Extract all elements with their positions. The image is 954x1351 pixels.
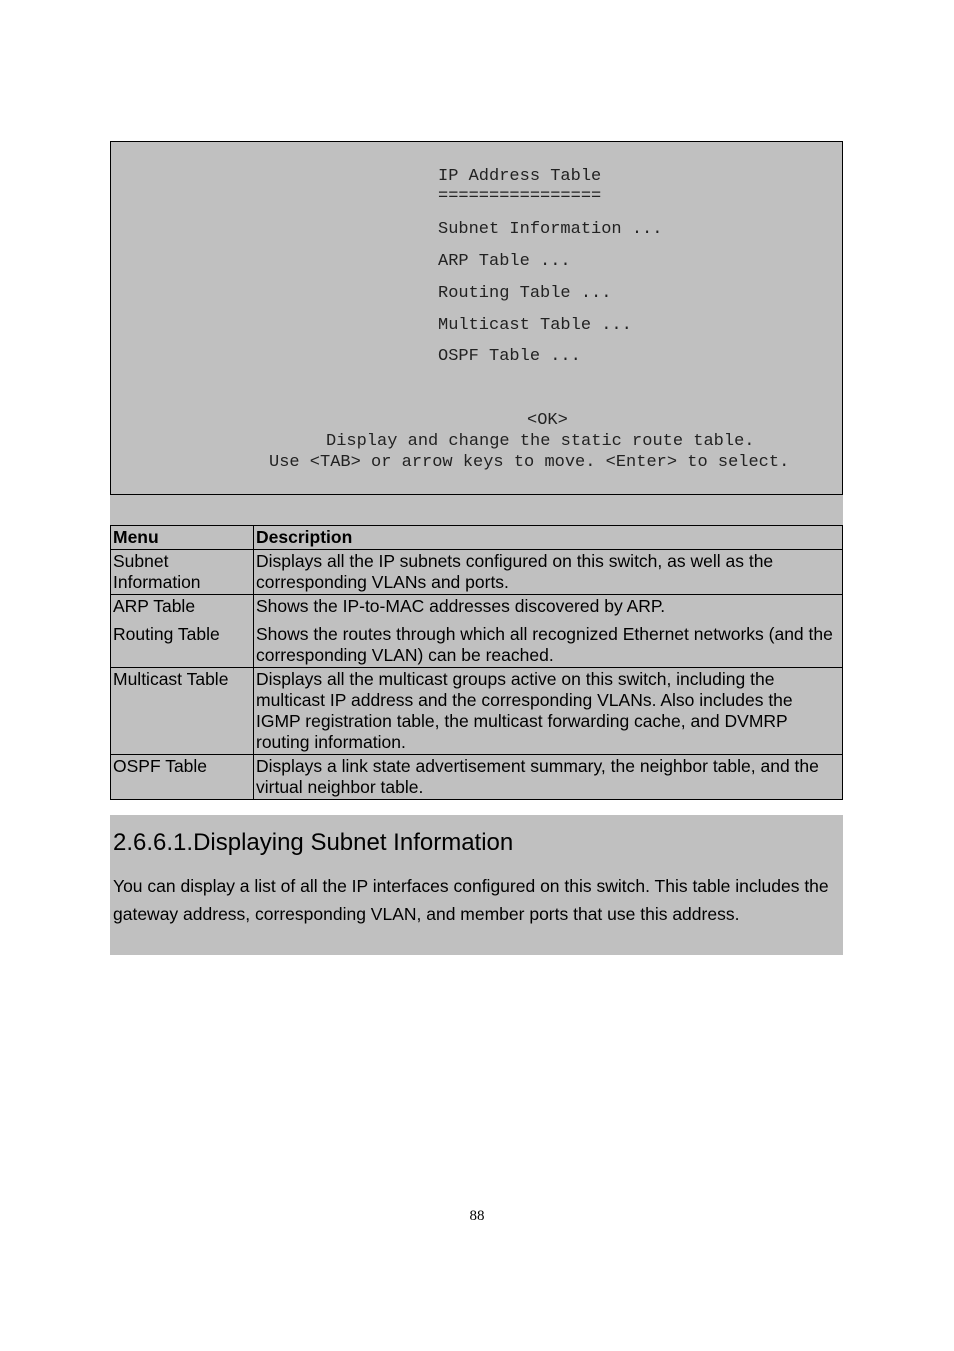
table-row <box>111 550 843 595</box>
description-cell: Displays all the multicast groups active on this switch, including the multicast IP address and the corresponding VLANs. Also includes the IGMP registration table, the multicast forwarding cache, and DVMRP routing information. <box>254 668 843 755</box>
table-row <box>111 668 843 755</box>
column-header-description: Description <box>254 526 843 550</box>
column-header-menu: Menu <box>111 526 254 550</box>
help-text-description: Display and change the static route table. <box>326 432 755 451</box>
menu-cell: Routing Table <box>111 618 254 668</box>
terminal-title: IP Address Table <box>438 167 602 186</box>
menu-description-table <box>110 525 843 800</box>
ok-button[interactable]: <OK> <box>527 411 568 430</box>
menu-cell: Multicast Table <box>111 668 254 755</box>
table-row <box>111 755 843 800</box>
description-cell: Displays all the IP subnets configured on this switch, as well as the corresponding VLANs and ports. <box>254 550 843 595</box>
table-row <box>111 595 843 619</box>
menu-cell: Subnet Information <box>111 550 254 595</box>
page-number: 88 <box>469 1208 485 1224</box>
table-header-row <box>111 526 843 550</box>
help-text-navigation: Use <TAB> or arrow keys to move. <Enter> to select. <box>269 453 790 472</box>
description-cell: Displays a link state advertisement summary, the neighbor table, and the virtual neighbor table. <box>254 755 843 800</box>
menu-item-multicast-table[interactable]: Multicast Table ... <box>438 316 632 335</box>
terminal-screen <box>110 141 843 495</box>
menu-item-arp-table[interactable]: ARP Table ... <box>438 252 571 271</box>
section-paragraph: You can display a list of all the IP interfaces configured on this switch. This table includes the gateway address, corresponding VLAN, and member ports that use this address. <box>113 876 829 924</box>
menu-cell: ARP Table <box>111 595 254 619</box>
terminal-title-underline: ================ <box>438 187 602 206</box>
menu-item-routing-table[interactable]: Routing Table ... <box>438 284 612 303</box>
menu-item-subnet-information[interactable]: Subnet Information ... <box>438 220 663 239</box>
menu-item-ospf-table[interactable]: OSPF Table ... <box>438 347 581 366</box>
menu-cell: OSPF Table <box>111 755 254 800</box>
description-cell: Shows the IP-to-MAC addresses discovered by ARP. <box>254 595 843 619</box>
shaded-gap <box>110 495 843 525</box>
description-cell: Shows the routes through which all recognized Ethernet networks (and the corresponding VLAN) can be reached. <box>254 618 843 668</box>
table-row <box>111 618 843 668</box>
section-heading: 2.6.6.1.Displaying Subnet Information <box>113 829 514 856</box>
